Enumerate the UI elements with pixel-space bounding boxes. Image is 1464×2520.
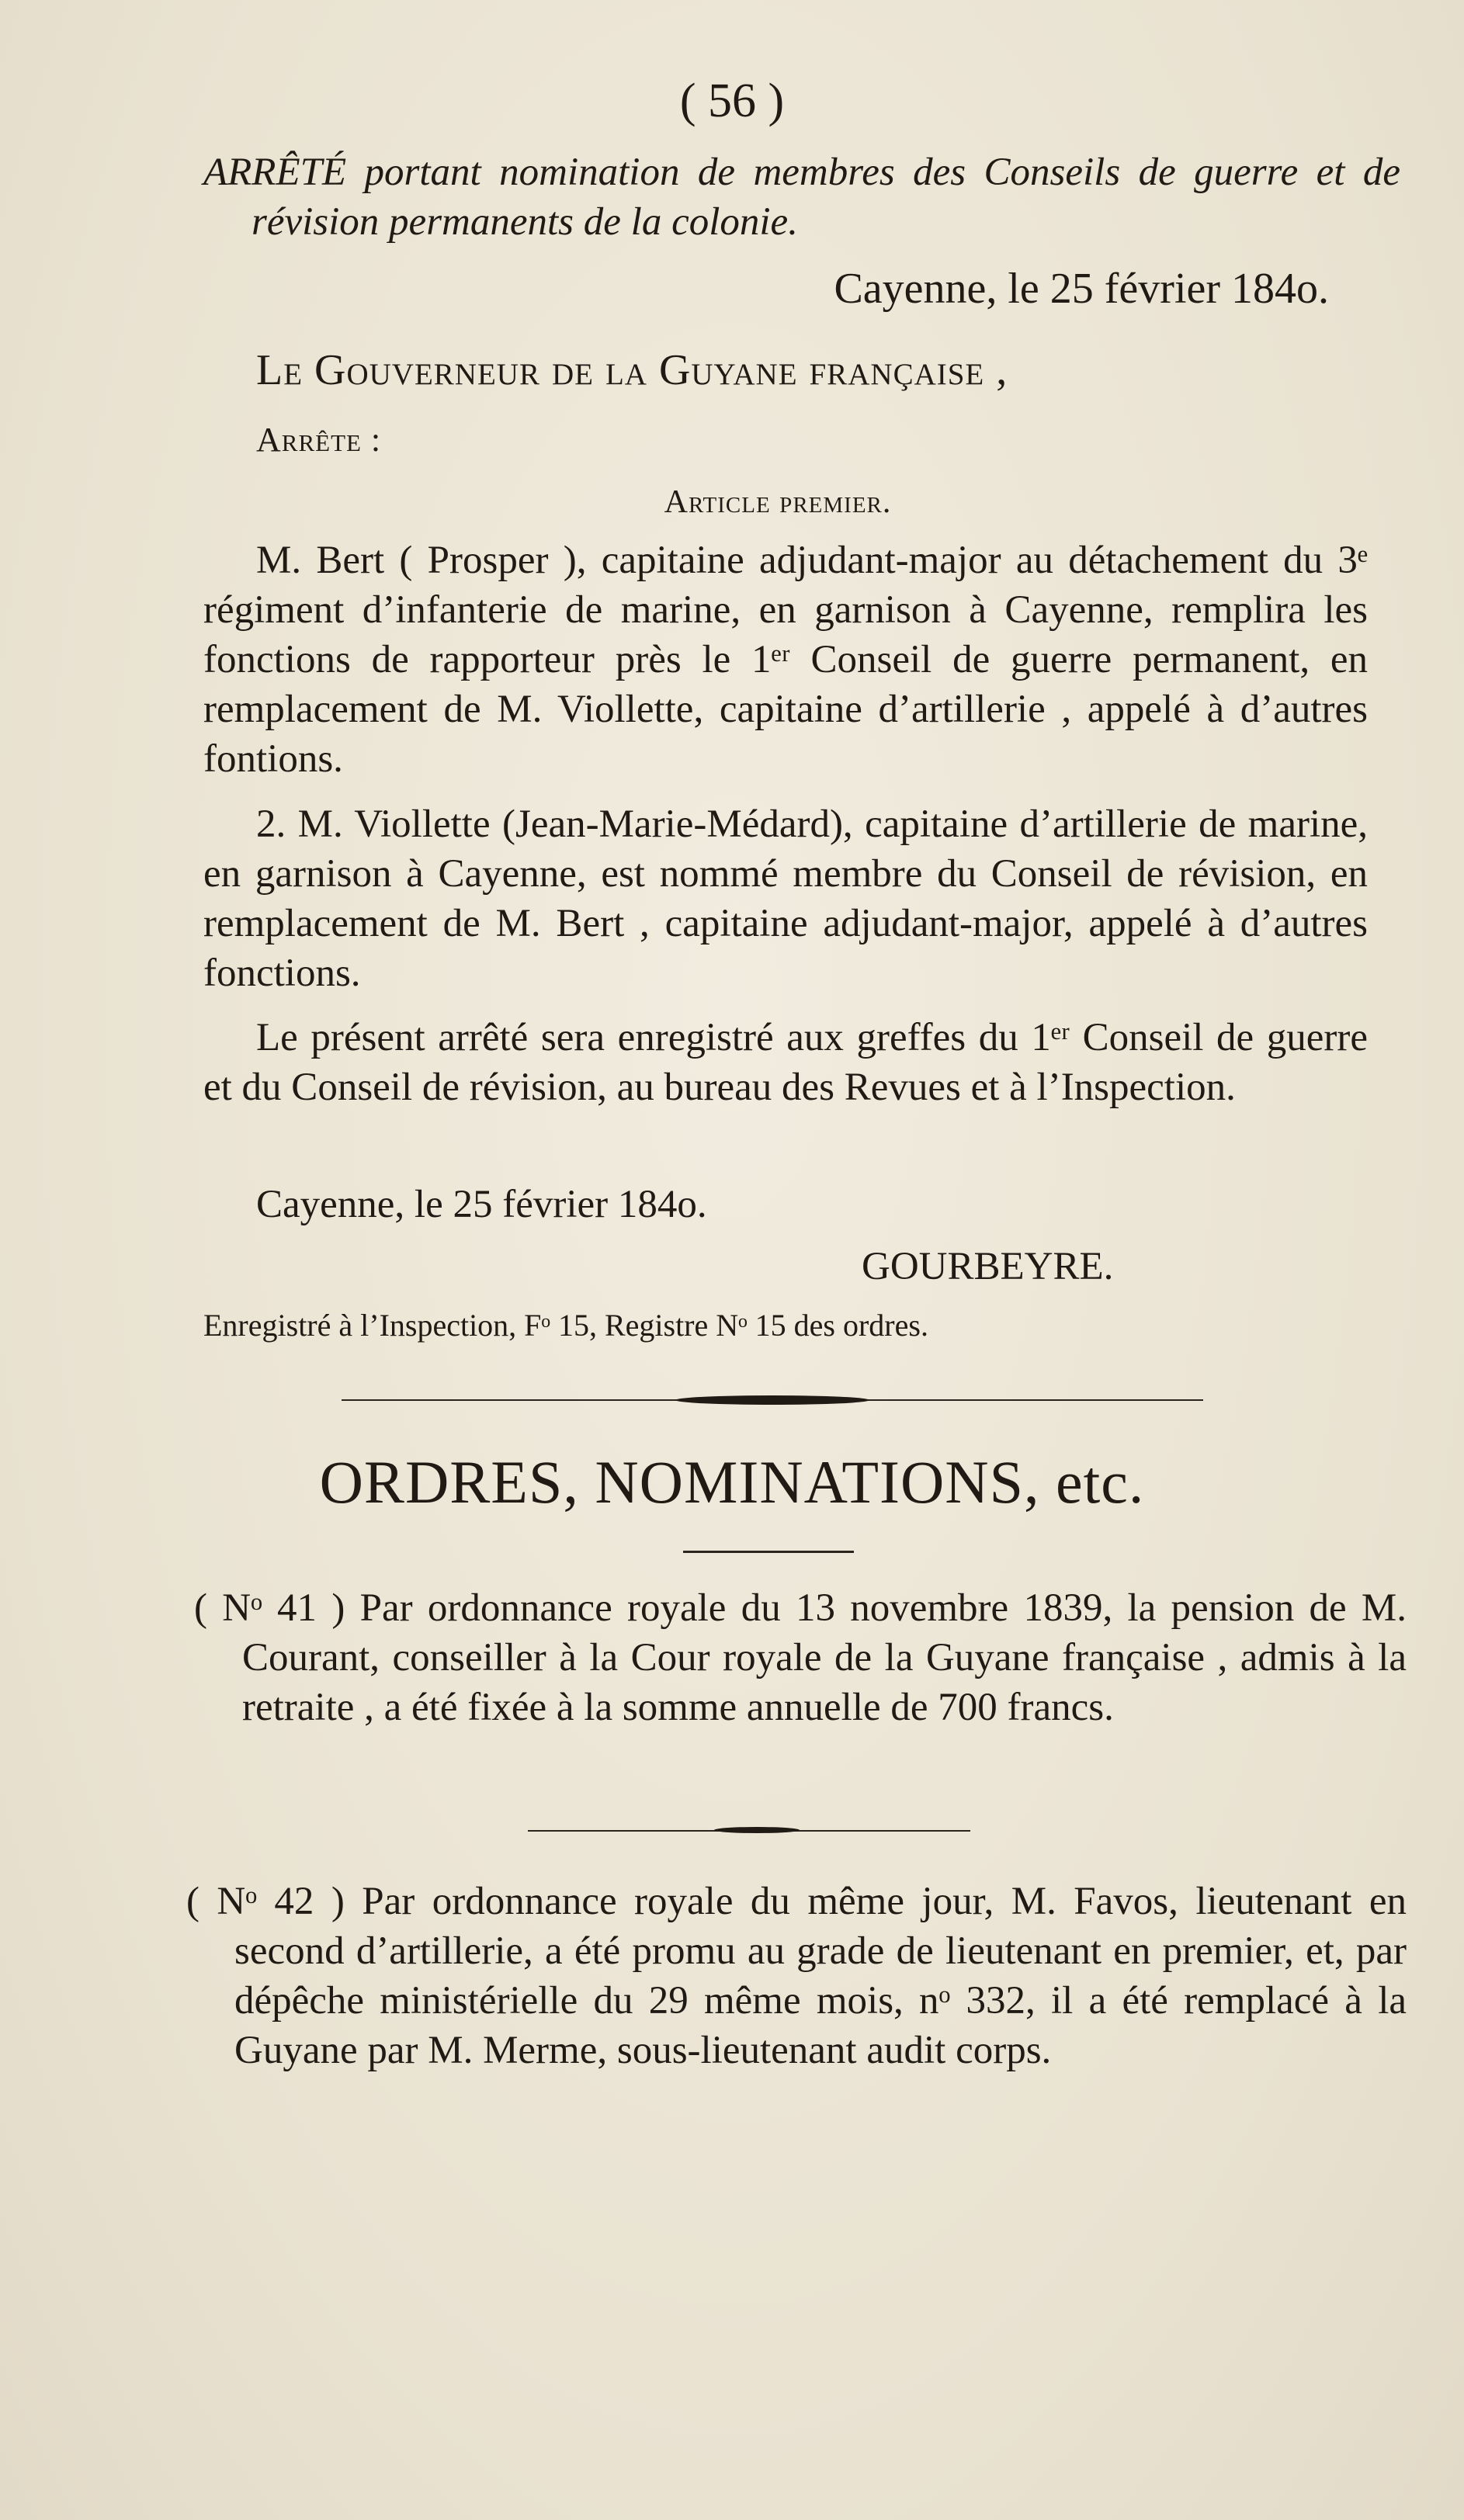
page-number: ( 56 )	[679, 75, 785, 127]
registration-note: Enregistré à l’Inspection, Fᵒ 15, Registre Nᵒ 15 des ordres.	[203, 1308, 928, 1343]
ordre-41: ( Nᵒ 41 ) Par ordonnance royale du 13 novembre 1839, la pension de M. Courant, conseiller à la Cour royale de la Guyane française , admis à la retraite , a été fixée à la somme annuelle de 700 francs.	[194, 1586, 1407, 1729]
arrete-label: Arrête :	[256, 421, 382, 459]
signature: GOURBEYRE.	[862, 1245, 1114, 1288]
article-paragraph-1: M. Bert ( Prosper ), capitaine adjudant-major au détachement du 3ᵉ régiment d’infanterie de marine, en garnison à Cayenne, remplira les fonctions de rapporteur près le 1ᵉʳ Conseil de guerre permanent, en remplacement de M. Viollette, capitaine d’artillerie , appelé à d’autres fontions.	[203, 539, 1368, 781]
arrete-title: ARRÊTÉ portant nomination de membres des Conseils de guerre et de révision permanents de la colonie.	[203, 151, 1400, 244]
closing-date: Cayenne, le 25 février 184o.	[256, 1183, 707, 1226]
heading-underline	[683, 1551, 854, 1553]
arrete-dateline: Cayenne, le 25 février 184o.	[834, 265, 1329, 313]
article-paragraph-2: 2. M. Viollette (Jean-Marie-Médard), capitaine d’artillerie de marine, en garnison à Cayenne, est nommé membre du Conseil de révision, en remplacement de M. Bert , capitaine adjudant-major, appelé à d’autres fonctions.	[203, 802, 1368, 995]
article-premier-heading: Article premier.	[664, 484, 892, 520]
ordre-42: ( Nᵒ 42 ) Par ordonnance royale du même jour, M. Favos, lieutenant en second d’artillerie, a été promu au grade de lieutenant en premier, et, par dépêche ministérielle du 29 même mois, nᵒ 332, il a été remplacé à la Guyane par M. Merme, sous-lieutenant audit corps.	[186, 1880, 1407, 2072]
governor-line: Le Gouverneur de la Guyane française ,	[256, 346, 1008, 394]
short-separator-swell	[714, 1827, 800, 1833]
ornament-swell	[675, 1395, 869, 1405]
article-paragraph-3: Le présent arrêté sera enregistré aux greffes du 1ᵉʳ Conseil de guerre et du Conseil de révision, au bureau des Revues et à l’Inspection.	[203, 1016, 1368, 1109]
section-heading: ORDRES, NOMINATIONS, etc.	[319, 1448, 1145, 1516]
